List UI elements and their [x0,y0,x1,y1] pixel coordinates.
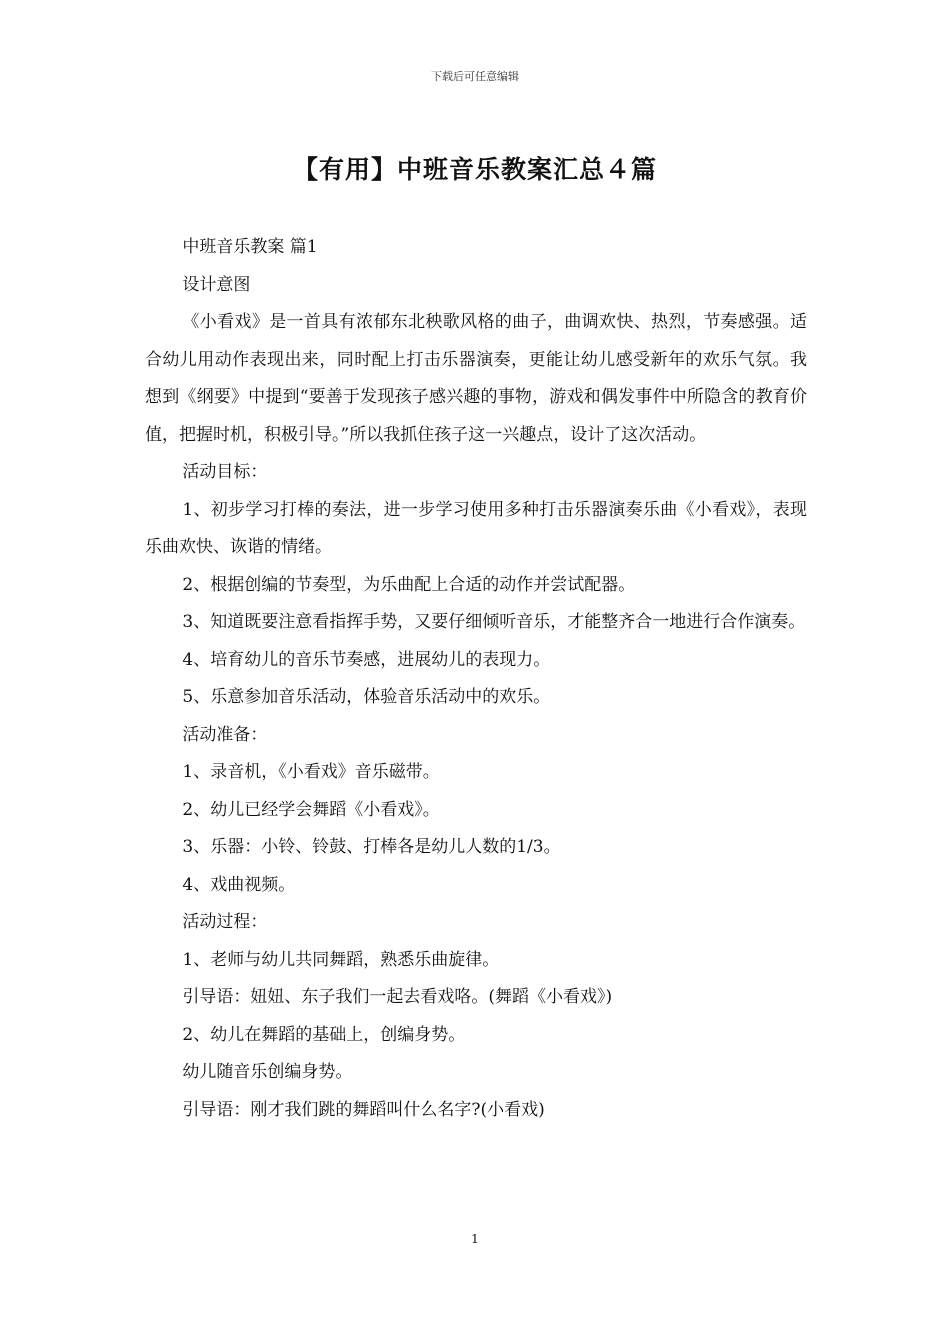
paragraph: 1、录音机，《小看戏》音乐磁带。 [182,762,440,782]
paragraph: 引导语：刚才我们跳的舞蹈叫什么名字?(小看戏) [182,1099,545,1120]
page-number: 1 [471,1232,479,1246]
paragraph: 引导语：妞妞、东子我们一起去看戏咯。(舞蹈《小看戏》) [182,987,613,1007]
paragraph: 活动准备： [182,724,268,745]
paragraph: 活动目标： [182,462,268,482]
paragraph: 1、老师与幼儿共同舞蹈，熟悉乐曲旋律。 [182,949,500,970]
paragraph: 4、戏曲视频。 [182,874,296,895]
header-note: 下载后可任意编辑 [431,70,519,83]
document-body [145,229,807,1129]
paragraph: 2、根据创编的节奏型，为乐曲配上合适的动作并尝试配器。 [182,574,636,595]
section-heading: 中班音乐教案 篇1 [182,237,318,257]
paragraph: 2、幼儿在舞蹈的基础上，创编身势。 [182,1024,466,1045]
paragraph: 1、初步学习打棒的奏法，进一步学习使用多种打击乐器演奏乐曲《小看戏》，表现乐曲欢快、诙谐的情绪。 [145,499,807,557]
paragraph: 5、乐意参加音乐活动，体验音乐活动中的欢乐。 [182,687,551,707]
paragraph: 活动过程： [182,912,268,932]
paragraph: 4、培育幼儿的音乐节奏感，进展幼儿的表现力。 [182,649,551,670]
paragraph: 3、知道既要注意看指挥手势，又要仔细倾听音乐，才能整齐合一地进行合作演奏。 [182,612,806,632]
paragraph: 《小看戏》是一首具有浓郁东北秧歌风格的曲子，曲调欢快、热烈，节奏感强。适合幼儿用动作表现出来，同时配上打击乐器演奏，更能让幼儿感受新年的欢乐气氛。我想到《纲要》中提到“要善于发现孩子感兴趣的事物，游戏和偶发事件中所隐含的教育价值，把握时机，积极引导。”所以我抓住孩子这一兴趣点，设计了这次活动。 [145,312,807,445]
paragraph: 设计意图 [182,274,251,295]
paragraph: 2、幼儿已经学会舞蹈《小看戏》。 [182,799,440,820]
paragraph: 3、乐器：小铃、铃鼓、打棒各是幼儿人数的1/3。 [182,837,561,857]
paragraph: 幼儿随音乐创编身势。 [182,1062,353,1082]
document-title: 【有用】中班音乐教案汇总４篇 [292,155,657,184]
